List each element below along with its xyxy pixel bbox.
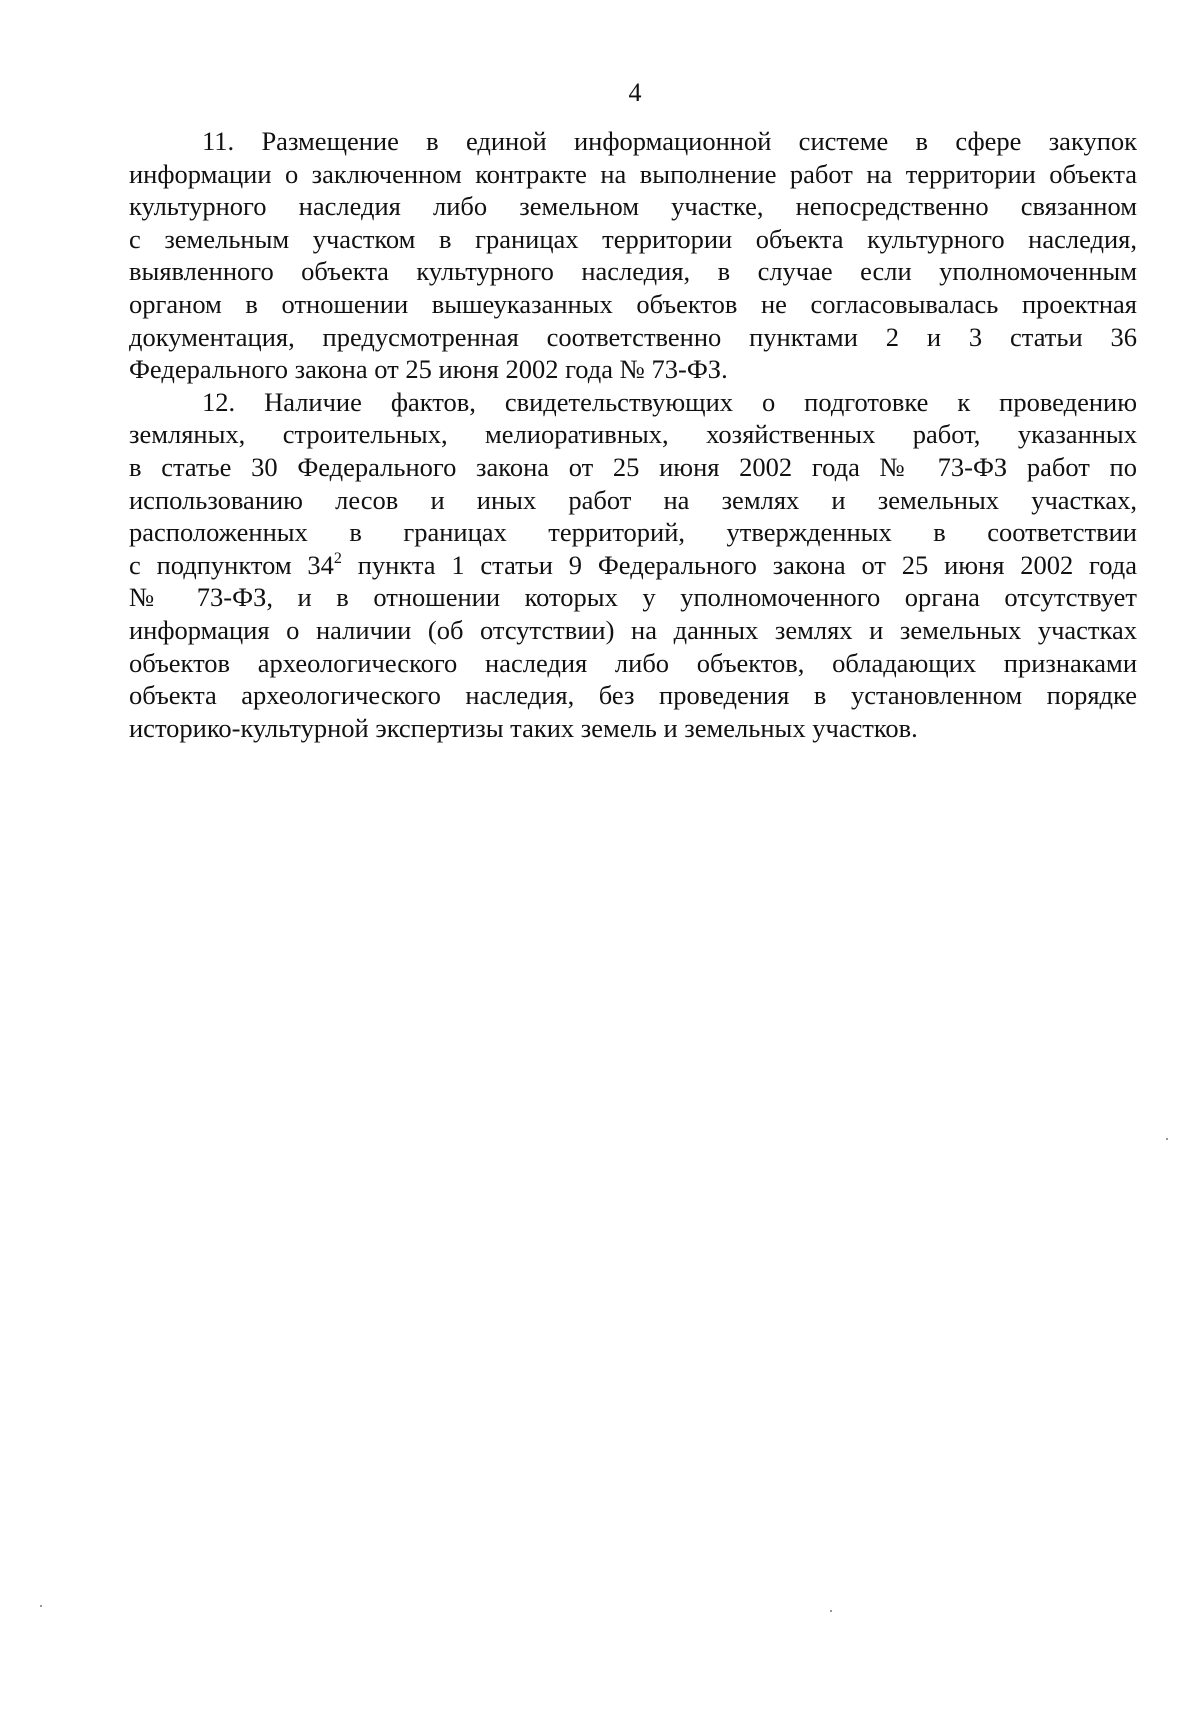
paragraph-line: объектов археологического наследия либо объектов, обладающих признаками: [129, 647, 1137, 678]
line-text: с подпунктом 34: [129, 549, 334, 580]
scan-speck: [830, 1610, 832, 1612]
line-text: пункта 1 статьи 9 Федерального закона от 25 июня 2002 года: [341, 549, 1137, 580]
paragraph-line: использованию лесов и иных работ на землях и земельных участках,: [129, 484, 1137, 515]
superscript: 2: [333, 549, 342, 567]
paragraph-line: выявленного объекта культурного наследия, в случае если уполномоченным: [129, 256, 1137, 287]
paragraph-line: историко-культурной экспертизы таких земель и земельных участков.: [129, 712, 918, 743]
paragraph-line: с земельным участком в границах территории объекта культурного наследия,: [129, 223, 1137, 254]
paragraph-line-with-superscript: [129, 549, 1137, 582]
scan-speck: [1166, 1138, 1168, 1140]
paragraph-line: 12. Наличие фактов, свидетельствующих о подготовке к проведению: [202, 386, 1137, 417]
paragraph-line: документация, предусмотренная соответственно пунктами 2 и 3 статьи 36: [129, 321, 1137, 352]
paragraph-line: объекта археологического наследия, без проведения в установленном порядке: [129, 680, 1137, 711]
document-body: [129, 125, 1137, 744]
paragraph-line: информации о заключенном контракте на выполнение работ на территории объекта: [129, 158, 1137, 189]
paragraph-line: в статье 30 Федерального закона от 25 июня 2002 года № 73-ФЗ работ по: [129, 451, 1137, 482]
page-number: 4: [628, 78, 642, 107]
paragraph-11: [129, 125, 1137, 386]
paragraph-line: Федерального закона от 25 июня 2002 года № 73-ФЗ.: [129, 354, 728, 385]
paragraph-line: культурного наследия либо земельном участке, непосредственно связанном: [129, 191, 1137, 222]
paragraph-line: расположенных в границах территорий, утвержденных в соответствии: [129, 517, 1137, 548]
paragraph-line: 11. Размещение в единой информационной системе в сфере закупок: [202, 126, 1137, 156]
paragraph-line: № 73-ФЗ, и в отношении которых у уполномоченного органа отсутствует: [129, 582, 1137, 613]
paragraph-line: земляных, строительных, мелиоративных, хозяйственных работ, указанных: [129, 419, 1137, 450]
scan-speck: [40, 1605, 42, 1607]
paragraph-line: информация о наличии (об отсутствии) на данных землях и земельных участках: [129, 614, 1137, 645]
paragraph-line: органом в отношении вышеуказанных объектов не согласовывалась проектная: [129, 288, 1137, 319]
paragraph-12: [129, 386, 1137, 745]
